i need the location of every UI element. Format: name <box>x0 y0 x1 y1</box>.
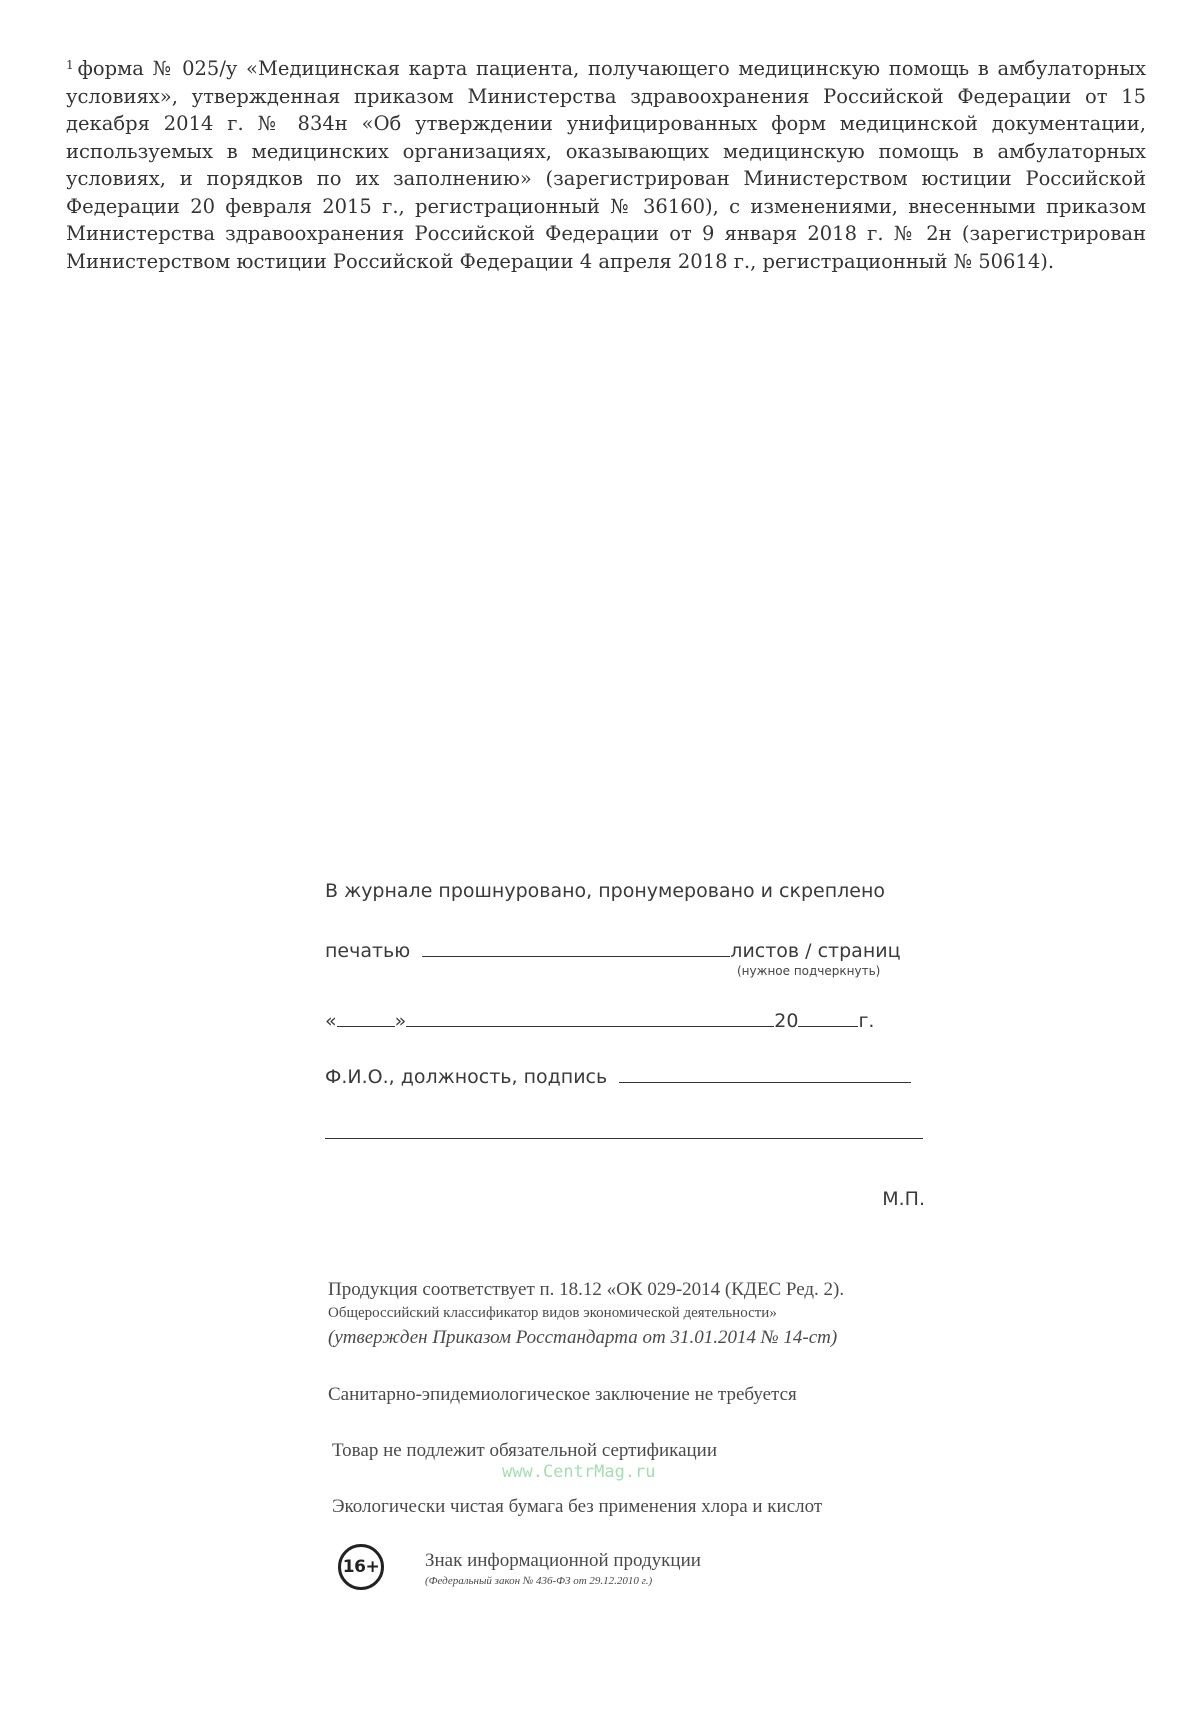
ecology-statement: Экологически чистая бумага без применения хлора и кислот <box>332 1496 823 1517</box>
footnote-marker: 1 <box>66 58 74 72</box>
product-line1: Продукция соответствует п. 18.12 «ОК 029-2014 (КДЕС Ред. 2). <box>328 1279 845 1300</box>
signature-line <box>325 1064 911 1088</box>
sheets-count-field[interactable] <box>422 938 730 957</box>
year-suffix: г. <box>858 1010 875 1032</box>
sanitary-statement: Санитарно-эпидемиологическое заключение не требуется <box>328 1384 797 1405</box>
seal-label: печатью <box>325 940 411 962</box>
footnote <box>66 52 1146 275</box>
date-line <box>325 1008 874 1032</box>
stamp-place: М.П. <box>882 1188 925 1210</box>
day-field[interactable] <box>337 1008 395 1027</box>
year-field[interactable] <box>798 1008 858 1027</box>
signature-label: Ф.И.О., должность, подпись <box>325 1066 608 1088</box>
age-sign-law: (Федеральный закон № 436-ФЗ от 29.12.2010 г.) <box>425 1575 653 1587</box>
age-rating-icon: 16+ <box>338 1544 384 1590</box>
watermark: www.CentrMag.ru <box>502 1462 656 1482</box>
signature-field[interactable] <box>619 1064 911 1083</box>
sheets-label: листов / страниц <box>730 940 901 962</box>
age-sign-text <box>425 1550 701 1590</box>
seal-line <box>325 938 901 962</box>
product-line2: Общероссийский классификатор видов экономической деятельности» <box>328 1305 777 1321</box>
quote-close: » <box>394 1010 407 1032</box>
month-field[interactable] <box>406 1008 774 1027</box>
footnote-text: форма № 025/у «Медицинская карта пациента, получающего медицинскую помощь в амбулаторных условиях», утвержденная приказом Министерства здравоохранения Российской Федерации от 15 декабря 2014 г. № 834н «Об утверждении унифицированных форм медицинской документации, используемых в медицинских организациях, оказывающих медицинскую помощь в амбулаторных условиях, и порядков по их заполнению» (зарегистрирован Министерством юстиции Российской Федерации 20 февраля 2015 г., регистрационный № 36160), с изменениями, внесенными приказом Министерства здравоохранения Российской Федерации от 9 января 2018 г. № 2н (зарегистрирован Министерством юстиции Российской Федерации 4 апреля 2018 г., регистрационный № 50614). <box>66 57 1146 273</box>
signature-extra-line[interactable] <box>325 1138 923 1139</box>
product-line3: (утвержден Приказом Росстандарта от 31.01.2014 № 14-ст) <box>328 1327 838 1348</box>
underline-hint: (нужное подчеркнуть) <box>737 964 881 978</box>
year-prefix: 20 <box>774 1010 799 1032</box>
quote-open: « <box>325 1010 337 1032</box>
certification-line1: В журнале прошнуровано, пронумеровано и скреплено <box>325 880 886 902</box>
certification-statement: Товар не подлежит обязательной сертификации <box>332 1440 718 1461</box>
age-sign-title: Знак информационной продукции <box>425 1550 701 1571</box>
product-compliance <box>328 1278 1028 1352</box>
